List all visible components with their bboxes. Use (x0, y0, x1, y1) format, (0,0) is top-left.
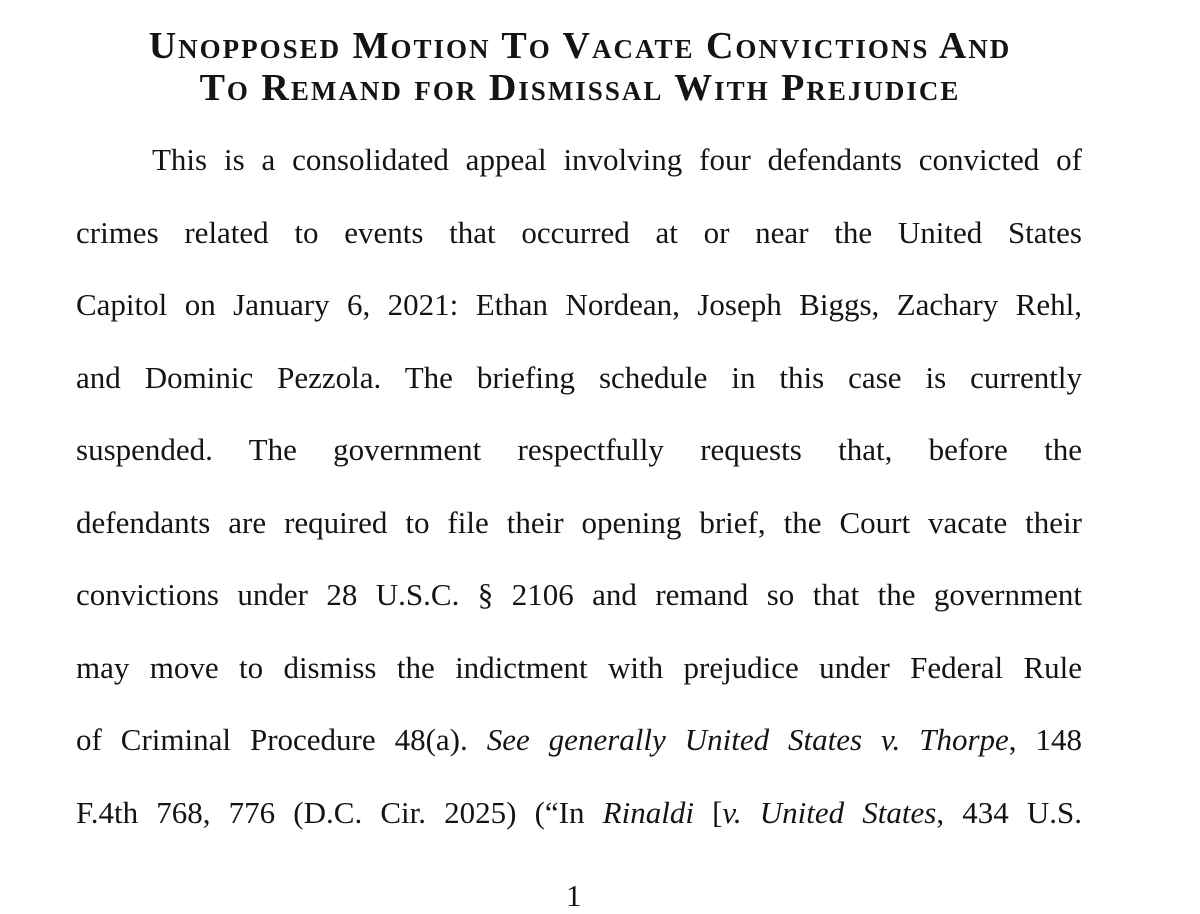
case-name-italic: Rinaldi (602, 794, 694, 830)
body-line: suspended. The government respectfully requests that, before the (76, 432, 1082, 467)
citation-text: , 148 (1008, 722, 1083, 757)
body-line: crimes related to events that occurred at or near the United States (76, 214, 1082, 250)
page-number: 1 (566, 878, 582, 913)
case-citation-italic: See generally United States v. Thorpe (486, 722, 1009, 757)
body-line: defendants are required to file their opening brief, the Court vacate their (76, 504, 1082, 540)
citation-text: of Criminal Procedure 48(a). (76, 722, 487, 757)
body-line: This is a consolidated appeal involving four defendants convicted of (152, 142, 1082, 177)
body-line: convictions under 28 U.S.C. § 2106 and remand so that the government (76, 577, 1082, 612)
body-line: may move to dismiss the indictment with prejudice under Federal Rule (76, 649, 1082, 685)
motion-title-line-2: To Remand for Dismissal With Prejudice (199, 67, 961, 109)
body-line-citation (76, 777, 1082, 850)
citation-text: [ (693, 794, 723, 830)
body-line: and Dominic Pezzola. The briefing schedule in this case is currently (76, 359, 1082, 395)
motion-body-paragraph (76, 124, 1082, 849)
motion-title-line-1: Unopposed Motion To Vacate Convictions And (148, 25, 1012, 67)
case-name-italic: v. United States (722, 794, 937, 830)
citation-text: F.4th 768, 776 (D.C. Cir. 2025) (“In (76, 794, 603, 830)
body-line: Capitol on January 6, 2021: Ethan Nordean, Joseph Biggs, Zachary Rehl, (76, 287, 1082, 322)
body-line-citation (76, 704, 1082, 777)
citation-text: , 434 U.S. (936, 794, 1082, 830)
